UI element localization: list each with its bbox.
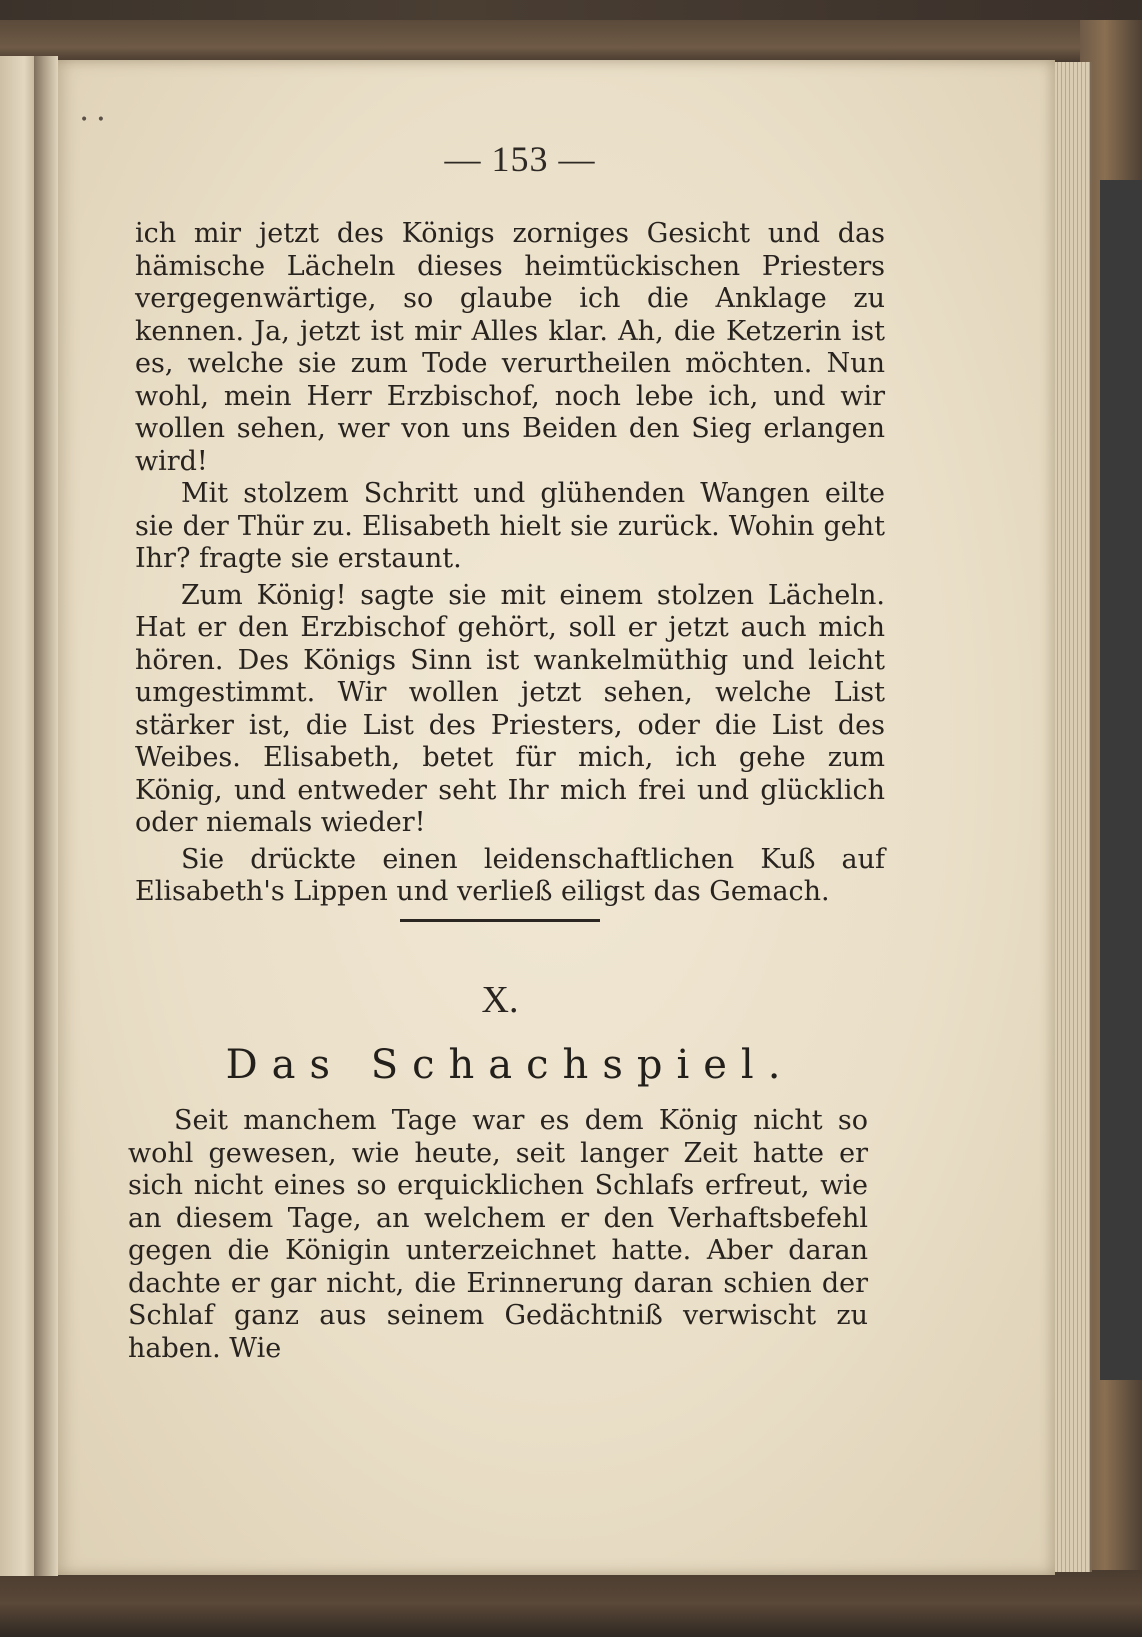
background-strip xyxy=(1100,180,1142,1380)
chapter-number: X. xyxy=(481,979,519,1021)
paragraph: Seit manchem Tage war es dem König nicht so wohl gewesen, wie heute, seit langer Zeit hatte er sich nicht eines so erquicklichen Schlafs erfreut, wie an diesem Tage, an welchem er den Verhaftsbefehl gegen die Königin unterzeichnet hatte. Aber daran dachte er gar nicht, die Erinnerung daran schien der Schlaf ganz aus seinem Gedächtniß verwischt zu haben. Wie xyxy=(128,1105,868,1364)
body-text-top xyxy=(135,218,885,909)
header-mark: • • xyxy=(80,112,107,128)
section-divider xyxy=(400,919,600,922)
book-gutter xyxy=(34,56,58,1576)
page-stack xyxy=(1050,62,1092,1572)
paragraph: Sie drückte einen leidenschaftlichen Kuß auf Elisabeth's Lippen und verließ eiligst das Gemach. xyxy=(135,843,885,907)
chapter-title: Das Schachspiel. xyxy=(225,1042,795,1088)
page-number: — 153 — xyxy=(444,139,596,179)
cover-bottom-edge xyxy=(0,1570,1142,1637)
body-text-bottom xyxy=(128,1105,868,1365)
paragraph: ich mir jetzt des Königs zorniges Gesicht und das hämische Lächeln dieses heimtückischen Priesters vergegenwärtige, so glaube ich die Anklage zu kennen. Ja, jetzt ist mir Alles klar. Ah, die Ketzerin ist es, welche sie zum Tode verurtheilen möchten. Nun wohl, mein Herr Erzbischof, noch lebe ich, und wir wollen sehen, wer von uns Beiden den Sieg erlangen wird! xyxy=(135,218,885,477)
paragraph: Zum König! sagte sie mit einem stolzen Lächeln. Hat er den Erzbischof gehört, soll er jetzt auch mich hören. Des Königs Sinn ist wankelmüthig und leicht umgestimmt. Wir wollen jetzt sehen, welche List stärker ist, die List des Priesters, oder die List des Weibes. Elisabeth, betet für mich, ich gehe zum König, und entweder seht Ihr mich frei und glücklich oder niemals wieder! xyxy=(135,579,885,838)
paragraph: Mit stolzem Schritt und glühenden Wangen eilte sie der Thür zu. Elisabeth hielt sie zurück. Wohin geht Ihr? fragte sie erstaunt. xyxy=(135,478,885,574)
